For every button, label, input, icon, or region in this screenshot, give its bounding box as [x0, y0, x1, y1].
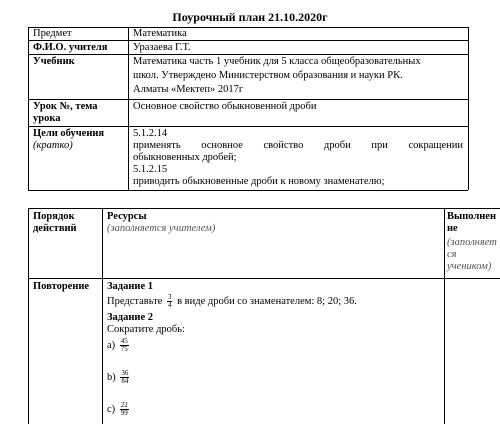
- col-resources-subheader: (заполняется учителем): [107, 223, 216, 234]
- col-resources-header: Ресурсы: [107, 211, 147, 222]
- col-done-sub-line2: ся: [447, 249, 457, 260]
- task2-item-c: [107, 402, 131, 418]
- task1-text-before: Представьте: [107, 296, 163, 307]
- subject-label: Предмет: [33, 28, 72, 39]
- col-done-sub-line1: (заполняет: [447, 237, 497, 248]
- task2-item-b: [107, 370, 131, 386]
- item-letter: c): [107, 404, 116, 415]
- goal2-text: приводить обыкновенные дроби к новому знаменателю;: [133, 176, 385, 187]
- goal1-code: 5.1.2.14: [133, 128, 168, 139]
- item-fraction: $\frac{22}{99}$: [120, 401, 128, 418]
- task1-text: [107, 294, 357, 310]
- lesson-topic: Основное свойство обыкновенной дроби: [133, 101, 317, 112]
- row-label-repetition: Повторение: [33, 281, 90, 292]
- task2-text: Сократите дробь:: [107, 324, 185, 335]
- lesson-label-line2: урока: [33, 113, 61, 124]
- col-done-sub-line3: учеником): [447, 261, 492, 272]
- goal1-text-line2: обыкновенных дробей;: [133, 152, 237, 163]
- task1-title: Задание 1: [107, 281, 153, 292]
- task2-item-a: [107, 338, 131, 354]
- goal1-text-line1: применять основное свойство дроби при сокращении: [133, 140, 463, 151]
- task1-fraction: $\frac{3}{4}$: [167, 293, 172, 310]
- page-title: Поурочный план 21.10.2020г: [172, 10, 328, 24]
- textbook-label: Учебник: [33, 56, 75, 67]
- goals-label: Цели обучения: [33, 128, 105, 139]
- col-order-header-line2: действий: [33, 223, 77, 234]
- textbook-value-line2: школ. Утверждено Министерством образования и науки РК.: [133, 70, 403, 81]
- teacher-value: Уразаева Г.Т.: [133, 42, 191, 53]
- col-done-header-line2: не: [447, 223, 458, 234]
- item-letter: b): [107, 372, 116, 383]
- col-order-header-line1: Порядок: [33, 211, 75, 222]
- item-fraction: $\frac{36}{84}$: [121, 369, 129, 386]
- task1-text-after: в виде дроби со знаменателем: 8; 20; 36.: [177, 296, 357, 307]
- teacher-label: Ф.И.О. учителя: [33, 42, 108, 53]
- task2-title: Задание 2: [107, 312, 153, 323]
- col-done-header-line1: Выполнен: [447, 211, 497, 222]
- item-fraction: $\frac{45}{75}$: [120, 337, 128, 354]
- lesson-label-line1: Урок №, тема: [33, 101, 98, 112]
- subject-value: Математика: [133, 28, 187, 39]
- goals-label-sub: (кратко): [33, 140, 73, 151]
- textbook-value-line1: Математика часть 1 учебник для 5 класса общеобразовательных: [133, 56, 421, 67]
- textbook-value-line3: Алматы «Мектеп» 2017г: [133, 84, 244, 95]
- item-letter: а): [107, 340, 116, 351]
- goal2-code: 5.1.2.15: [133, 164, 168, 175]
